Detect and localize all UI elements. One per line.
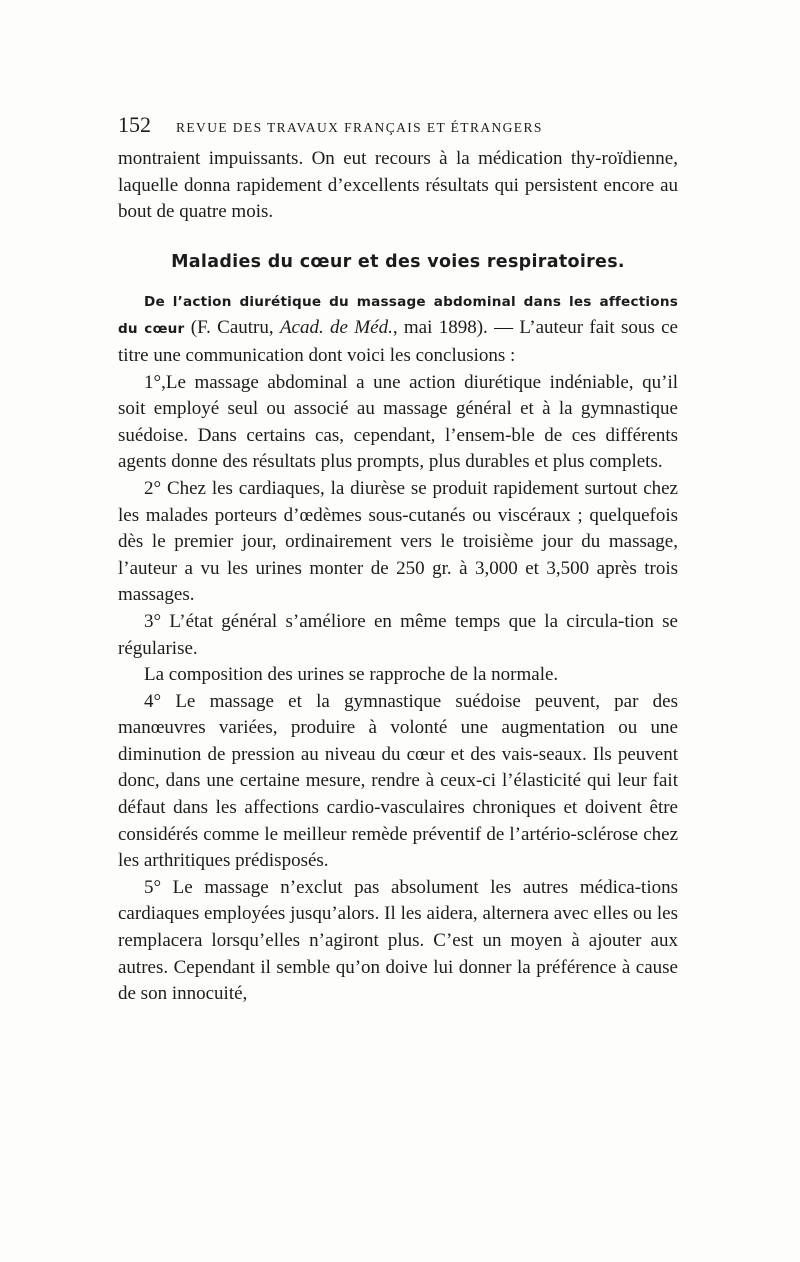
page — [118, 112, 678, 1008]
article-title: De l’action diurétique du massage abdominal dans les affections du cœur — [118, 293, 678, 338]
article-paragraph — [118, 288, 678, 370]
conclusion-1: 1°,Le massage abdominal a une action diurétique indéniable, qu’il soit employé seul ou associé au massage général et à la gymnastique suédoise. Dans certains cas, cependant, l’ensem-ble de ces différents agents donne des résultats plus prompts, plus durables et plus complets. — [118, 371, 678, 473]
running-head-title: REVUE DES TRAVAUX FRANÇAIS ET ÉTRANGERS — [176, 120, 543, 135]
conclusion-5: 5° Le massage n’exclut pas absolument les autres médica-tions cardiaques employées jusqu’alors. Il les aidera, alternera avec elles ou les remplacera lorsqu’elles n’agiront plus. C’est un moyen à ajouter aux autres. Cependant il semble qu’on doive lui donner la préférence à cause de son innocuité, — [118, 876, 678, 1005]
citation-date: , mai 1898). — — [392, 317, 520, 339]
section-heading: Maladies du cœur et des voies respiratoires. — [171, 251, 625, 272]
carryover-paragraph: montraient impuissants. On eut recours à la médication thy-roïdienne, laquelle donna rapidement d’excellents résultats qui persistent encore au bout de quatre mois. — [118, 148, 678, 223]
page-number: 152 — [118, 112, 151, 137]
running-head — [118, 112, 678, 140]
article-intro: L’auteur fait sous ce titre une communication dont voici les conclusions : — [118, 317, 678, 366]
conclusion-4: 4° Le massage et la gymnastique suédoise peuvent, par des manœuvres variées, produire à volonté une augmentation ou une diminution de pression au niveau du cœur et des vais-seaux. Ils peuvent donc, dans une certaine mesure, rendre à ceux-ci l’élasticité qui leur fait défaut dans les affections cardio-vasculaires chroniques et doivent être considérés comme le meilleur remède préventif de l’artério-sclérose chez les arthritiques prédisposés. — [118, 690, 678, 872]
citation-author: (F. Cautru, — [184, 317, 280, 339]
citation-journal: Acad. de Méd. — [279, 317, 393, 339]
conclusion-2: 2° Chez les cardiaques, la diurèse se produit rapidement surtout chez les malades porteurs d’œdèmes sous-cutanés ou viscéraux ; quelquefois dès le premier jour, ordinairement vers le troisième jour du massage, l’auteur a vu les urines monter de 250 gr. à 3,000 et 3,500 après trois massages. — [118, 477, 678, 606]
conclusion-3: 3° L’état général s’améliore en même temps que la circula-tion se régularise. — [118, 610, 678, 659]
conclusion-3-continued: La composition des urines se rapproche de la normale. — [144, 664, 559, 686]
